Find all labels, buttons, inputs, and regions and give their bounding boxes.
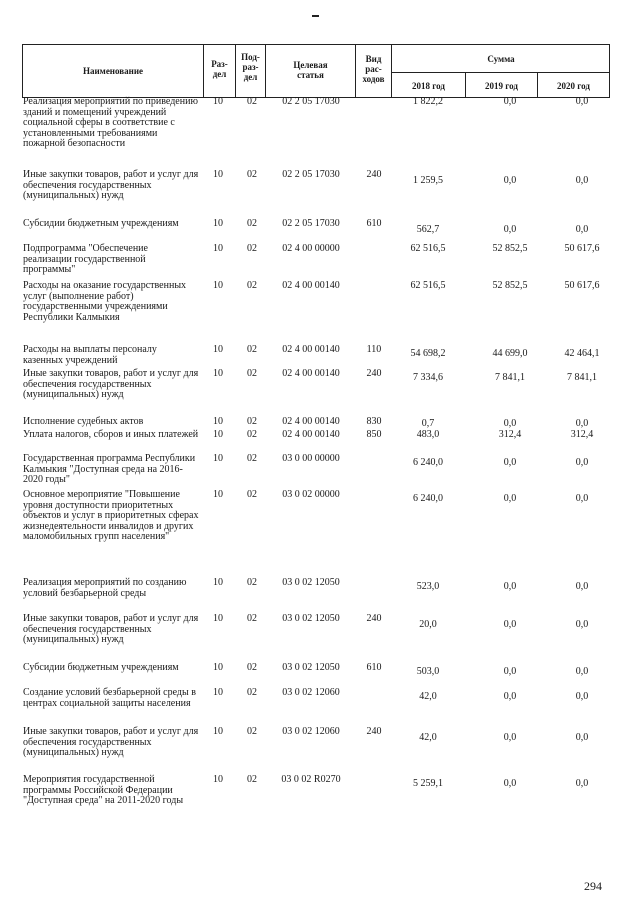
row-name: Уплата налогов, сборов и иных платежей [23, 429, 199, 440]
header-celevaya-line: Целевая [293, 60, 328, 70]
header-razdel [204, 59, 235, 79]
row-sum-2019: 0,0 [503, 418, 517, 429]
row-sum-2018: 6 240,0 [413, 457, 443, 468]
row-podrazdel: 02 [247, 662, 257, 673]
row-razdel: 10 [213, 344, 223, 355]
row-sum-2020: 0,0 [575, 493, 589, 504]
header-podrazdel [236, 52, 265, 82]
table-header [22, 44, 610, 98]
header-podrazdel-line: дел [243, 72, 258, 82]
header-year-2020: 2020 год [557, 81, 590, 91]
row-podrazdel: 02 [247, 96, 257, 107]
row-sum-2020: 0,0 [575, 457, 589, 468]
header-year-2018: 2018 год [412, 81, 445, 91]
header-top-border [22, 44, 610, 45]
row-sum-2018: 1 822,2 [413, 96, 443, 107]
row-sum-2018: 503,0 [416, 666, 440, 677]
row-razdel: 10 [213, 726, 223, 737]
row-name: Субсидии бюджетным учреждениям [23, 218, 179, 229]
header-celevaya [266, 60, 355, 80]
row-sum-2018: 62 516,5 [410, 243, 446, 254]
row-sum-2020: 0,0 [575, 224, 589, 235]
row-sum-2018: 523,0 [416, 581, 440, 592]
row-celevaya-statya: 02 2 05 17030 [282, 169, 340, 180]
row-celevaya-statya: 03 0 02 12050 [282, 613, 340, 624]
row-podrazdel: 02 [247, 453, 257, 464]
row-name: Реализация мероприятий по приведению зданий и помещений учреждений социальной сферы в соответствие с установленными требованиями пожарной безопасности [23, 96, 198, 150]
row-sum-2019: 0,0 [503, 666, 517, 677]
row-razdel: 10 [213, 662, 223, 673]
row-name: Расходы на выплаты персоналу казенных учреждений [23, 344, 157, 366]
row-name: Субсидии бюджетным учреждениям [23, 662, 179, 673]
row-razdel: 10 [213, 368, 223, 379]
row-sum-2020: 0,0 [575, 418, 589, 429]
row-name: Создание условий безбарьерной среды в центрах социальной защиты населения [23, 687, 196, 709]
row-sum-2020: 42 464,1 [564, 348, 600, 359]
header-year-2019: 2019 год [485, 81, 518, 91]
row-name: Подпрограмма "Обеспечение реализации государственной программы" [23, 243, 148, 276]
row-celevaya-statya: 02 4 00 00000 [282, 243, 340, 254]
row-sum-2020: 50 617,6 [564, 243, 600, 254]
row-name: Мероприятия государственной программы Российской Федерации "Доступная среда" на 2011-2020 годы [23, 774, 184, 807]
row-sum-2020: 0,0 [575, 619, 589, 630]
row-celevaya-statya: 03 0 00 00000 [282, 453, 340, 464]
row-sum-2020: 312,4 [570, 429, 594, 440]
row-celevaya-statya: 03 0 02 12060 [282, 726, 340, 737]
header-vid-line: ходов [362, 74, 385, 84]
row-sum-2020: 0,0 [575, 778, 589, 789]
row-sum-2018: 42,0 [419, 732, 437, 743]
row-razdel: 10 [213, 774, 223, 785]
row-sum-2019: 0,0 [503, 581, 517, 592]
row-razdel: 10 [213, 687, 223, 698]
row-name: Иные закупки товаров, работ и услуг для обеспечения государственных (муниципальных) нужд [23, 368, 199, 401]
row-sum-2018: 62 516,5 [410, 280, 446, 291]
row-razdel: 10 [213, 169, 223, 180]
row-sum-2020: 0,0 [575, 581, 589, 592]
header-name: Наименование [83, 66, 143, 76]
row-celevaya-statya: 03 0 02 00000 [282, 489, 340, 500]
header-summa: Сумма [487, 54, 515, 64]
row-sum-2019: 0,0 [503, 175, 517, 186]
row-name: Государственная программа Республики Калмыкия "Доступная среда на 2016-2020 годы" [23, 453, 196, 486]
header-podrazdel-line: раз- [242, 62, 259, 72]
row-celevaya-statya: 02 4 00 00140 [282, 429, 340, 440]
header-right-border [609, 44, 610, 98]
row-sum-2019: 0,0 [503, 732, 517, 743]
row-name: Иные закупки товаров, работ и услуг для обеспечения государственных (муниципальных) нужд [23, 726, 199, 759]
row-sum-2019: 0,0 [503, 493, 517, 504]
row-vid-rashodov: 610 [366, 218, 382, 229]
row-podrazdel: 02 [247, 429, 257, 440]
row-sum-2019: 0,0 [503, 224, 517, 235]
row-sum-2019: 7 841,1 [495, 372, 525, 383]
row-vid-rashodov: 240 [366, 726, 382, 737]
row-sum-2018: 1 259,5 [413, 175, 443, 186]
row-sum-2019: 44 699,0 [492, 348, 528, 359]
row-podrazdel: 02 [247, 577, 257, 588]
row-podrazdel: 02 [247, 218, 257, 229]
row-celevaya-statya: 02 2 05 17030 [282, 96, 340, 107]
row-name: Реализация мероприятий по созданию условий безбарьерной среды [23, 577, 187, 599]
row-sum-2020: 0,0 [575, 732, 589, 743]
row-sum-2020: 0,0 [575, 96, 589, 107]
row-sum-2018: 5 259,1 [413, 778, 443, 789]
row-celevaya-statya: 02 4 00 00140 [282, 280, 340, 291]
row-name: Исполнение судебных актов [23, 416, 144, 427]
row-sum-2019: 0,0 [503, 96, 517, 107]
row-name: Основное мероприятие "Повышение уровня доступности приоритетных объектов и услуг в приоритетных сферах жизнедеятельности инвалидов и других маломобильных групп населения" [23, 489, 199, 543]
row-podrazdel: 02 [247, 774, 257, 785]
row-name: Иные закупки товаров, работ и услуг для обеспечения государственных (муниципальных) нужд [23, 169, 199, 202]
header-vid-line: рас- [365, 64, 382, 74]
row-vid-rashodov: 110 [366, 344, 382, 355]
row-podrazdel: 02 [247, 613, 257, 624]
row-podrazdel: 02 [247, 344, 257, 355]
row-razdel: 10 [213, 453, 223, 464]
header-vid-line: Вид [365, 54, 382, 64]
row-razdel: 10 [213, 429, 223, 440]
row-sum-2018: 42,0 [419, 691, 437, 702]
row-celevaya-statya: 03 0 02 12060 [282, 687, 340, 698]
row-celevaya-statya: 02 2 05 17030 [282, 218, 340, 229]
header-razdel-line: дел [212, 69, 227, 79]
row-sum-2018: 54 698,2 [410, 348, 446, 359]
row-sum-2018: 0,7 [421, 418, 435, 429]
row-razdel: 10 [213, 218, 223, 229]
row-sum-2019: 0,0 [503, 691, 517, 702]
row-sum-2020: 50 617,6 [564, 280, 600, 291]
row-razdel: 10 [213, 489, 223, 500]
row-razdel: 10 [213, 280, 223, 291]
row-sum-2020: 0,0 [575, 666, 589, 677]
row-sum-2020: 0,0 [575, 175, 589, 186]
row-vid-rashodov: 610 [366, 662, 382, 673]
header-vid [356, 54, 391, 84]
row-podrazdel: 02 [247, 687, 257, 698]
page-number: 294 [584, 879, 602, 893]
header-celevaya-line: статья [297, 70, 324, 80]
row-sum-2019: 52 852,5 [492, 243, 528, 254]
row-vid-rashodov: 850 [366, 429, 382, 440]
header-podrazdel-line: Под- [241, 52, 260, 62]
row-podrazdel: 02 [247, 280, 257, 291]
row-celevaya-statya: 02 4 00 00140 [282, 368, 340, 379]
row-vid-rashodov: 830 [366, 416, 382, 427]
row-sum-2019: 312,4 [498, 429, 522, 440]
row-celevaya-statya: 03 0 02 R0270 [281, 774, 341, 785]
row-name: Иные закупки товаров, работ и услуг для обеспечения государственных (муниципальных) нужд [23, 613, 199, 646]
row-sum-2019: 0,0 [503, 457, 517, 468]
row-sum-2020: 7 841,1 [567, 372, 597, 383]
row-celevaya-statya: 02 4 00 00140 [282, 416, 340, 427]
row-podrazdel: 02 [247, 368, 257, 379]
row-sum-2019: 0,0 [503, 619, 517, 630]
row-sum-2018: 483,0 [416, 429, 440, 440]
row-vid-rashodov: 240 [366, 169, 382, 180]
row-sum-2018: 7 334,6 [413, 372, 443, 383]
row-podrazdel: 02 [247, 726, 257, 737]
row-celevaya-statya: 03 0 02 12050 [282, 662, 340, 673]
row-vid-rashodov: 240 [366, 613, 382, 624]
row-sum-2020: 0,0 [575, 691, 589, 702]
row-sum-2018: 20,0 [419, 619, 437, 630]
row-podrazdel: 02 [247, 489, 257, 500]
row-celevaya-statya: 03 0 02 12050 [282, 577, 340, 588]
row-sum-2018: 6 240,0 [413, 493, 443, 504]
row-celevaya-statya: 02 4 00 00140 [282, 344, 340, 355]
row-razdel: 10 [213, 577, 223, 588]
row-sum-2018: 562,7 [416, 224, 440, 235]
row-podrazdel: 02 [247, 243, 257, 254]
row-razdel: 10 [213, 96, 223, 107]
header-razdel-line: Раз- [211, 59, 228, 69]
row-podrazdel: 02 [247, 169, 257, 180]
row-podrazdel: 02 [247, 416, 257, 427]
row-name: Расходы на оказание государственных услуг (выполнение работ) государственными учреждениями Республики Калмыкия [23, 280, 187, 323]
row-razdel: 10 [213, 416, 223, 427]
top-dash-mark [312, 15, 319, 17]
row-vid-rashodov: 240 [366, 368, 382, 379]
row-sum-2019: 52 852,5 [492, 280, 528, 291]
row-razdel: 10 [213, 243, 223, 254]
row-razdel: 10 [213, 613, 223, 624]
row-sum-2019: 0,0 [503, 778, 517, 789]
header-summa-divider [391, 72, 610, 73]
